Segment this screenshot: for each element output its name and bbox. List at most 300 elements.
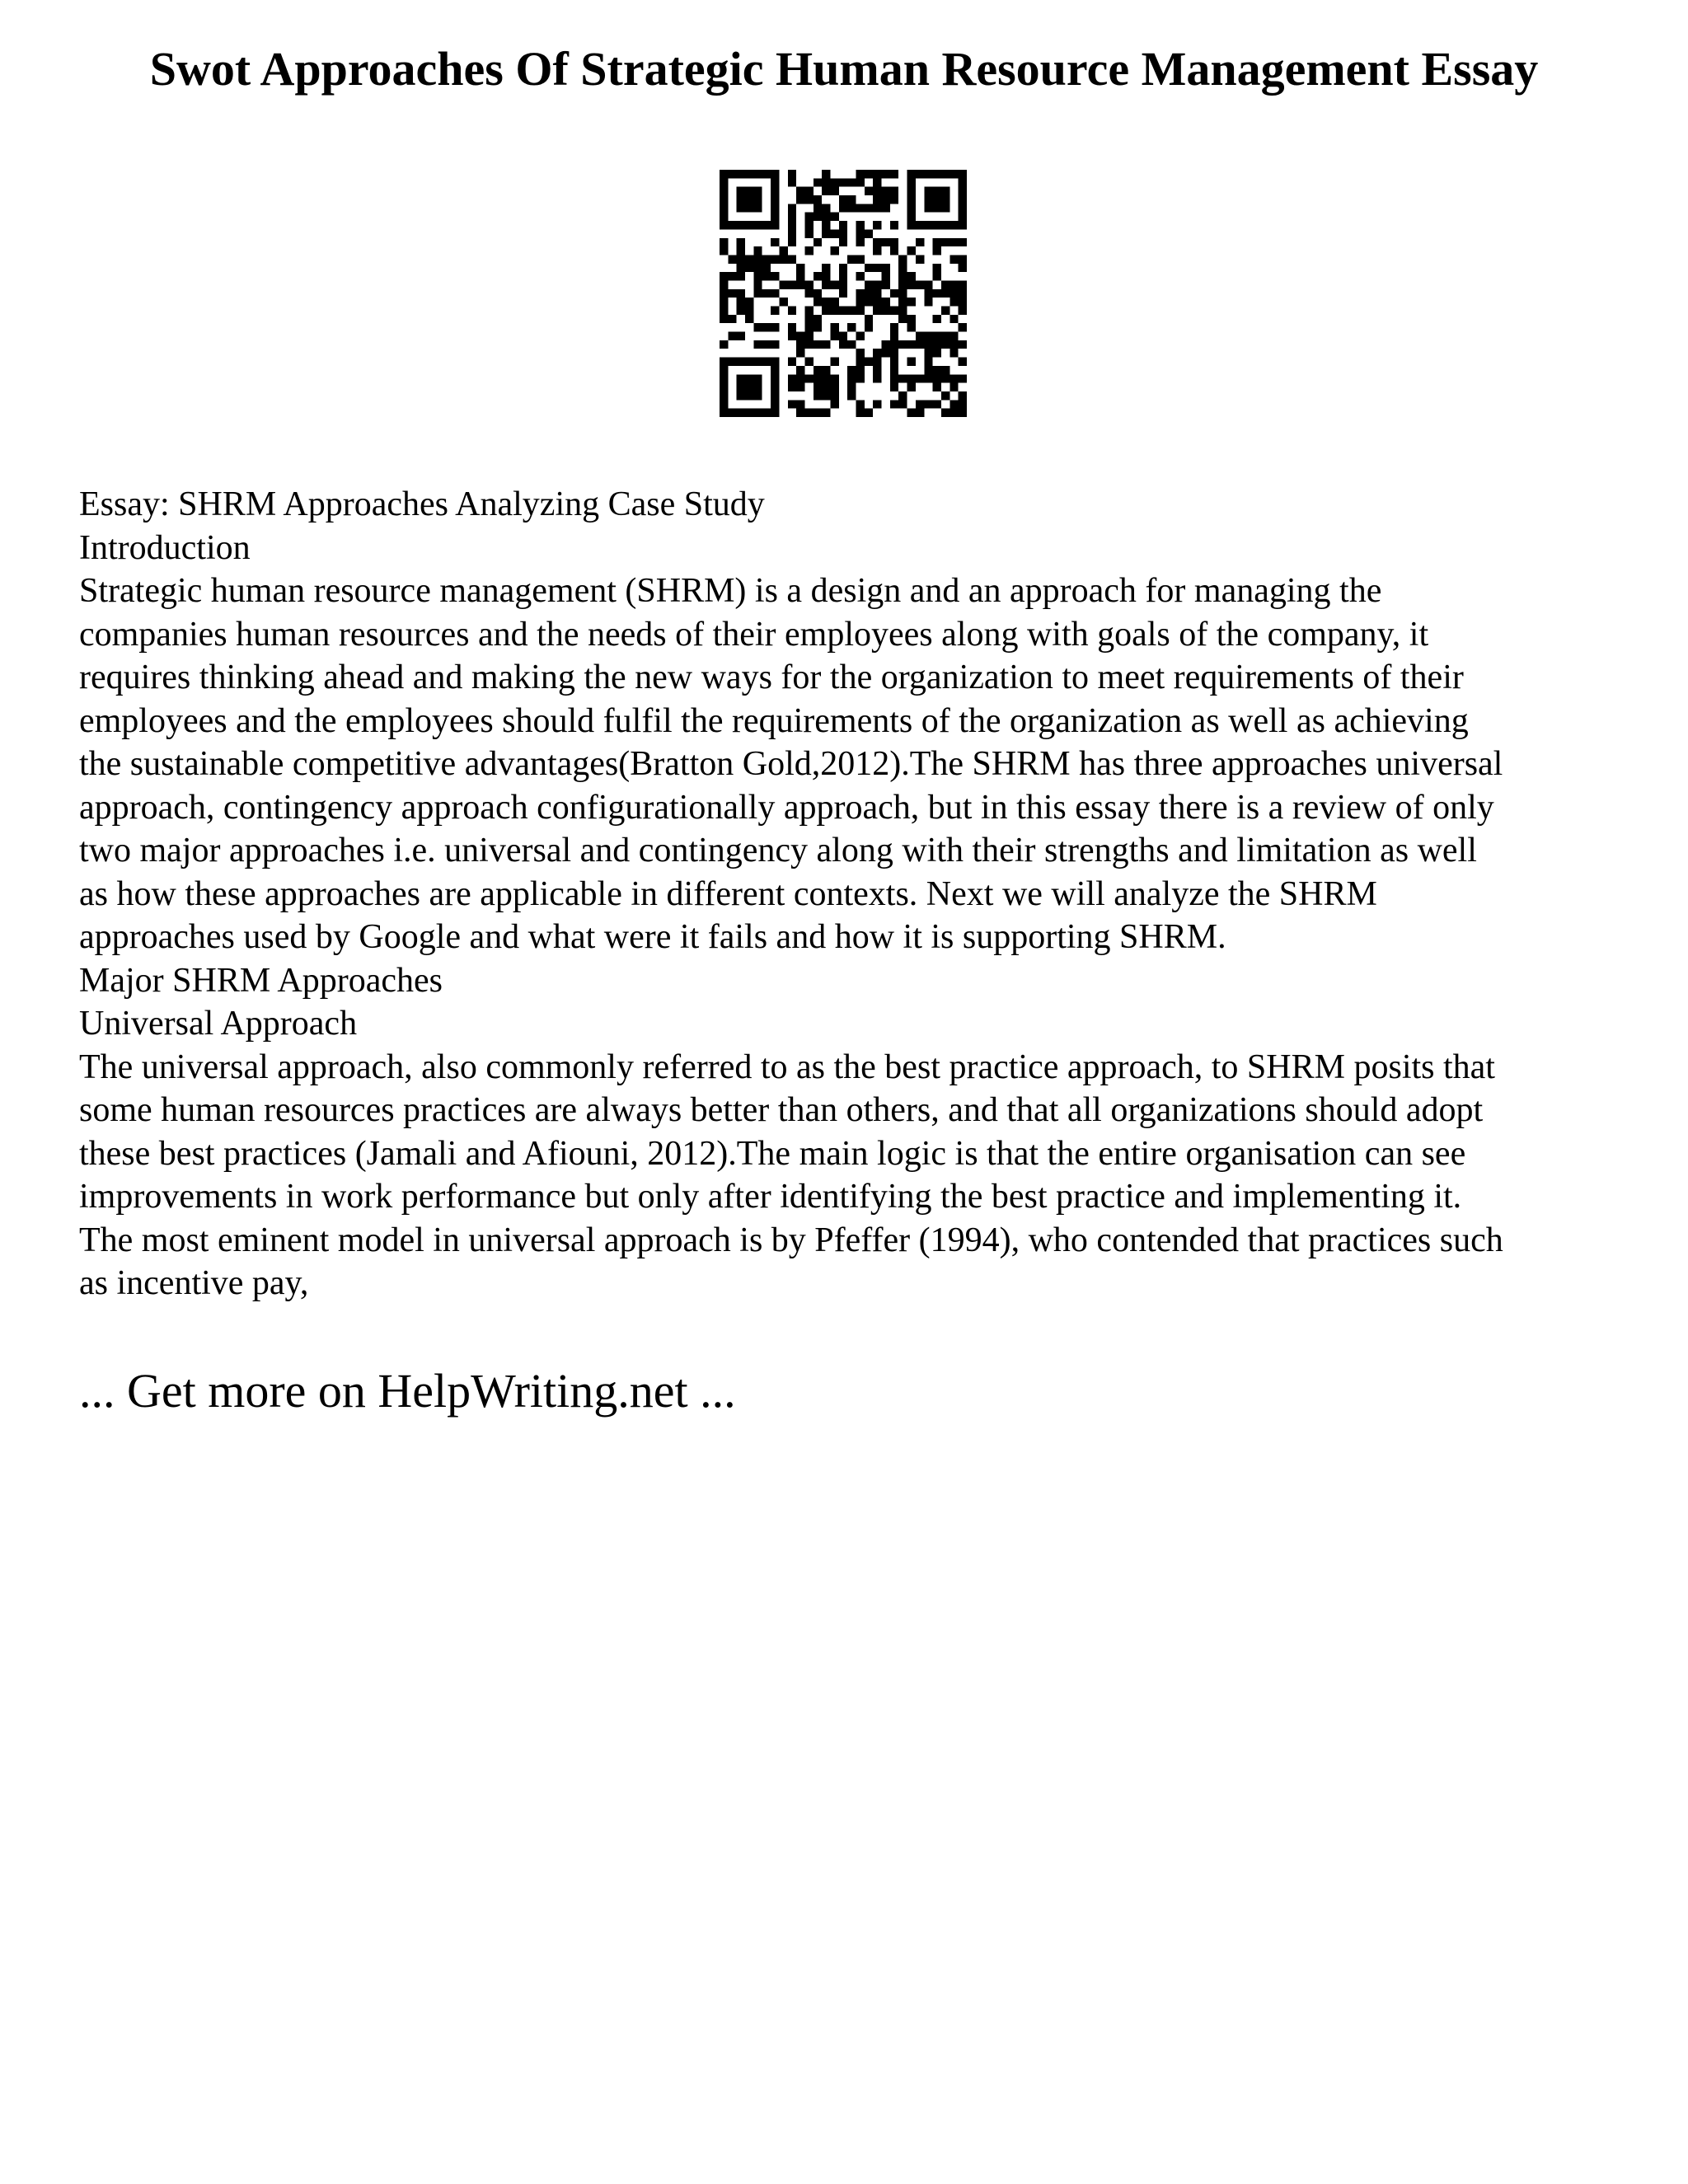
qr-module: [822, 383, 830, 391]
qr-module: [745, 255, 753, 263]
qr-module: [907, 204, 916, 212]
qr-module: [882, 170, 890, 178]
qr-module: [907, 213, 916, 221]
qr-module: [771, 255, 779, 263]
qr-module: [856, 298, 865, 306]
qr-module: [856, 400, 865, 408]
qr-module: [720, 187, 728, 195]
qr-module: [728, 170, 736, 178]
qr-module: [873, 204, 881, 212]
qr-module: [916, 221, 924, 229]
qr-module: [745, 409, 753, 417]
qr-module: [804, 323, 813, 331]
qr-module: [814, 340, 822, 349]
qr-module: [924, 400, 932, 408]
text-line: improvements in work performance but only after identifying the best practice and implementing it.: [79, 1178, 1462, 1216]
qr-module: [890, 289, 898, 298]
qr-module: [779, 298, 787, 306]
qr-module: [865, 315, 873, 323]
qr-module: [847, 178, 856, 186]
qr-module: [873, 366, 881, 374]
qr-module: [804, 229, 813, 237]
qr-module: [950, 298, 958, 306]
section-heading-universal-approach: Universal Approach: [79, 1005, 358, 1043]
qr-module: [830, 298, 838, 306]
qr-module: [720, 246, 728, 255]
qr-module: [898, 400, 907, 408]
qr-module: [890, 358, 898, 366]
qr-module: [950, 340, 958, 349]
qr-module: [890, 170, 898, 178]
qr-module: [771, 204, 779, 212]
qr-module: [753, 264, 762, 272]
qr-module: [907, 280, 916, 288]
qr-module: [950, 315, 958, 323]
qr-module: [950, 332, 958, 340]
qr-module: [890, 366, 898, 374]
qr-module: [865, 298, 873, 306]
qr-module: [822, 213, 830, 221]
qr-module: [753, 255, 762, 263]
qr-module: [924, 289, 932, 298]
qr-module: [720, 366, 728, 374]
qr-module: [762, 255, 771, 263]
qr-module: [950, 374, 958, 382]
qr-module: [924, 221, 932, 229]
qr-module: [950, 280, 958, 288]
qr-module: [907, 246, 916, 255]
qr-module: [822, 178, 830, 186]
qr-module: [788, 400, 796, 408]
qr-module: [890, 307, 898, 315]
qr-module: [737, 289, 745, 298]
qr-module: [779, 246, 787, 255]
qr-module: [830, 213, 838, 221]
qr-module: [959, 255, 967, 263]
qr-module: [839, 238, 847, 246]
qr-module: [737, 358, 745, 366]
qr-module: [898, 340, 907, 349]
qr-module: [856, 409, 865, 417]
qr-module: [959, 391, 967, 400]
qr-module: [959, 213, 967, 221]
qr-module: [839, 264, 847, 272]
qr-module: [898, 298, 907, 306]
qr-module: [882, 272, 890, 280]
qr-module: [771, 409, 779, 417]
text-line: The universal approach, also commonly referred to as the best practice approach, to SHRM posits that: [79, 1047, 1495, 1086]
qr-module: [907, 170, 916, 178]
qr-module: [941, 221, 950, 229]
qr-module: [720, 307, 728, 315]
qr-module: [822, 307, 830, 315]
qr-module: [839, 332, 847, 340]
qr-module: [762, 289, 771, 298]
qr-module: [814, 409, 822, 417]
qr-module: [890, 221, 898, 229]
qr-module: [796, 264, 804, 272]
qr-module: [771, 323, 779, 331]
qr-module: [737, 264, 745, 272]
qr-module: [847, 204, 856, 212]
qr-module: [728, 358, 736, 366]
qr-module: [720, 238, 728, 246]
qr-module: [753, 204, 762, 212]
qr-module: [933, 187, 941, 195]
qr-module: [779, 280, 787, 288]
qr-module: [753, 187, 762, 195]
qr-module: [924, 340, 932, 349]
text-line: companies human resources and the needs of their employees along with goals of the company, it: [79, 615, 1429, 654]
text-line: the sustainable competitive advantages(Bratton Gold,2012).The SHRM has three approaches universal: [79, 745, 1503, 783]
qr-module: [856, 238, 865, 246]
qr-module: [959, 323, 967, 331]
qr-module: [873, 246, 881, 255]
qr-module: [830, 187, 838, 195]
text-line: two major approaches i.e. universal and contingency along with their strengths and limitation as well: [79, 832, 1477, 869]
qr-module: [762, 409, 771, 417]
qr-module: [737, 187, 745, 195]
qr-module: [720, 289, 728, 298]
qr-module: [814, 298, 822, 306]
essay-body: [79, 483, 1629, 1305]
qr-module: [856, 178, 865, 186]
text-line: as incentive pay,: [79, 1264, 309, 1302]
qr-module: [753, 272, 762, 280]
qr-module: [941, 409, 950, 417]
qr-module: [924, 332, 932, 340]
qr-module: [959, 170, 967, 178]
qr-module: [950, 349, 958, 357]
qr-module: [865, 187, 873, 195]
text-line: employees and the employees should fulfil the requirements of the organization as well as achieving: [79, 701, 1469, 740]
qr-module: [950, 238, 958, 246]
qr-module: [745, 264, 753, 272]
qr-module: [933, 246, 941, 255]
qr-module: [933, 204, 941, 212]
qr-module: [890, 238, 898, 246]
qr-module: [796, 349, 804, 357]
qr-module: [788, 332, 796, 340]
qr-module: [720, 213, 728, 221]
qr-module: [745, 374, 753, 382]
qr-module: [804, 246, 813, 255]
qr-module: [830, 280, 838, 288]
qr-module: [933, 349, 941, 357]
qr-module: [720, 374, 728, 382]
qr-module: [753, 170, 762, 178]
qr-module: [728, 289, 736, 298]
qr-module: [847, 391, 856, 400]
qr-module: [873, 374, 881, 382]
qr-module: [898, 391, 907, 400]
qr-module: [762, 272, 771, 280]
qr-module: [804, 221, 813, 229]
qr-module: [788, 307, 796, 315]
qr-module: [737, 204, 745, 212]
qr-module: [737, 383, 745, 391]
qr-module: [830, 246, 838, 255]
qr-module: [839, 272, 847, 280]
qr-module: [804, 280, 813, 288]
qr-module: [924, 366, 932, 374]
essay-heading: Essay: SHRM Approaches Analyzing Case Study: [79, 485, 765, 523]
text-line: Strategic human resource management (SHRM) is a design and an approach for managing the: [79, 572, 1382, 610]
qr-module: [950, 383, 958, 391]
qr-module: [865, 323, 873, 331]
qr-module: [720, 195, 728, 204]
qr-module: [890, 349, 898, 357]
qr-module: [950, 400, 958, 408]
qr-module: [814, 195, 822, 204]
qr-module: [916, 409, 924, 417]
qr-module: [745, 315, 753, 323]
text-line: The most eminent model in universal approach is by Pfeffer (1994), who contended that practices such: [79, 1221, 1503, 1259]
section-heading-major-approaches: Major SHRM Approaches: [79, 961, 443, 1000]
qr-module: [745, 383, 753, 391]
qr-module: [933, 170, 941, 178]
qr-module: [822, 374, 830, 382]
qr-module: [720, 409, 728, 417]
qr-module: [814, 204, 822, 212]
qr-module: [814, 178, 822, 186]
qr-module: [907, 221, 916, 229]
qr-module: [762, 221, 771, 229]
qr-module: [941, 280, 950, 288]
qr-module: [830, 307, 838, 315]
qr-module: [959, 238, 967, 246]
qr-module: [822, 391, 830, 400]
qr-module: [924, 374, 932, 382]
qr-module: [865, 264, 873, 272]
qr-module: [856, 374, 865, 382]
qr-module: [898, 315, 907, 323]
qr-module: [737, 409, 745, 417]
qr-module: [737, 332, 745, 340]
qr-module: [916, 340, 924, 349]
qr-module: [890, 374, 898, 382]
document-title: Swot Approaches Of Strategic Human Resource Management Essay: [149, 42, 1539, 96]
qr-module: [720, 315, 728, 323]
qr-module: [728, 221, 736, 229]
qr-module: [873, 400, 881, 408]
qr-module: [720, 383, 728, 391]
qr-module: [830, 400, 838, 408]
qr-module: [745, 170, 753, 178]
qr-module: [907, 195, 916, 204]
qr-module: [933, 366, 941, 374]
qr-module: [720, 178, 728, 186]
qr-module: [856, 255, 865, 263]
qr-module: [959, 221, 967, 229]
qr-module: [745, 358, 753, 366]
qr-module: [771, 221, 779, 229]
qr-module: [950, 221, 958, 229]
qr-module: [839, 204, 847, 212]
qr-module: [737, 246, 745, 255]
qr-module: [788, 238, 796, 246]
qr-module: [822, 264, 830, 272]
qr-module: [771, 170, 779, 178]
qr-module: [873, 264, 881, 272]
qr-module: [847, 383, 856, 391]
qr-module: [907, 315, 916, 323]
qr-module: [873, 178, 881, 186]
qr-module: [839, 178, 847, 186]
qr-module: [898, 255, 907, 263]
qr-module: [830, 332, 838, 340]
qr-module: [847, 195, 856, 204]
qr-module: [839, 221, 847, 229]
qr-module: [941, 366, 950, 374]
qr-module: [737, 298, 745, 306]
qr-module: [933, 289, 941, 298]
qr-module: [839, 280, 847, 288]
text-line: as how these approaches are applicable in different contexts. Next we will analyze the SHRM: [79, 874, 1377, 913]
qr-module: [847, 374, 856, 382]
qr-module: [788, 323, 796, 331]
qr-module: [804, 289, 813, 298]
qr-module: [882, 204, 890, 212]
qr-module: [873, 170, 881, 178]
qr-module: [865, 409, 873, 417]
qr-module: [788, 229, 796, 237]
qr-module: [814, 366, 822, 374]
text-line: these best practices (Jamali and Afiouni, 2012).The main logic is that the entire organisation can see: [79, 1134, 1466, 1173]
qr-module: [890, 246, 898, 255]
qr-module: [745, 187, 753, 195]
qr-module: [882, 238, 890, 246]
qr-module: [728, 409, 736, 417]
qr-module: [959, 204, 967, 212]
qr-module: [771, 383, 779, 391]
qr-module: [771, 307, 779, 315]
qr-module: [924, 358, 932, 366]
qr-module: [959, 340, 967, 349]
qr-module: [788, 178, 796, 186]
qr-module: [882, 280, 890, 288]
qr-module: [907, 374, 916, 382]
qr-module: [856, 204, 865, 212]
qr-module: [847, 323, 856, 331]
qr-module: [814, 315, 822, 323]
qr-module: [737, 307, 745, 315]
qr-module: [753, 195, 762, 204]
qr-module: [959, 374, 967, 382]
qr-module: [924, 204, 932, 212]
qr-module: [856, 289, 865, 298]
qr-module: [745, 204, 753, 212]
qr-module: [720, 400, 728, 408]
qr-module: [959, 298, 967, 306]
qr-module: [856, 272, 865, 280]
qr-module: [720, 280, 728, 288]
qr-module: [796, 366, 804, 374]
qr-module: [762, 323, 771, 331]
section-heading-introduction: Introduction: [79, 528, 251, 567]
qr-module: [873, 289, 881, 298]
qr-module: [737, 170, 745, 178]
qr-module: [804, 332, 813, 340]
qr-module: [898, 264, 907, 272]
qr-module: [839, 340, 847, 349]
qr-module: [959, 358, 967, 366]
qr-module: [771, 340, 779, 349]
qr-module: [916, 170, 924, 178]
qr-module: [933, 238, 941, 246]
qr-module: [959, 264, 967, 272]
qr-module: [753, 391, 762, 400]
qr-module: [856, 332, 865, 340]
qr-module: [753, 358, 762, 366]
qr-module: [804, 315, 813, 323]
qr-module: [959, 280, 967, 288]
qr-module: [941, 238, 950, 246]
qr-module: [771, 400, 779, 408]
qr-module: [865, 358, 873, 366]
qr-module: [771, 187, 779, 195]
qr-module: [788, 255, 796, 263]
qr-module: [890, 323, 898, 331]
qr-module: [720, 340, 728, 349]
qr-module: [822, 272, 830, 280]
qr-module: [830, 374, 838, 382]
qr-module: [941, 374, 950, 382]
qr-module: [804, 340, 813, 349]
qr-module: [814, 238, 822, 246]
qr-module: [865, 289, 873, 298]
qr-module: [788, 213, 796, 221]
qr-module: [924, 170, 932, 178]
qr-module: [788, 204, 796, 212]
qr-module: [737, 238, 745, 246]
qr-module: [924, 298, 932, 306]
qr-module: [804, 213, 813, 221]
qr-module: [737, 221, 745, 229]
qr-module: [788, 280, 796, 288]
qr-module: [753, 289, 762, 298]
qr-module: [856, 307, 865, 315]
get-more-link[interactable]: ... Get more on HelpWriting.net ...: [79, 1364, 736, 1418]
qr-module: [788, 358, 796, 366]
qr-module: [865, 170, 873, 178]
qr-module: [745, 221, 753, 229]
qr-module: [941, 187, 950, 195]
qr-module: [822, 187, 830, 195]
qr-module: [924, 280, 932, 288]
qr-module: [950, 409, 958, 417]
qr-module: [933, 340, 941, 349]
qr-module: [865, 204, 873, 212]
qr-module: [788, 383, 796, 391]
qr-module: [890, 195, 898, 204]
qr-module: [873, 238, 881, 246]
qr-module: [814, 213, 822, 221]
qr-module: [779, 255, 787, 263]
qr-module: [720, 170, 728, 178]
qr-module: [830, 323, 838, 331]
qr-module: [720, 298, 728, 306]
qr-module: [898, 280, 907, 288]
qr-module: [796, 272, 804, 280]
qr-module: [933, 195, 941, 204]
qr-module: [796, 195, 804, 204]
qr-module: [839, 289, 847, 298]
qr-module: [753, 280, 762, 288]
qr-module: [771, 213, 779, 221]
qr-module: [830, 391, 838, 400]
qr-module: [822, 340, 830, 349]
